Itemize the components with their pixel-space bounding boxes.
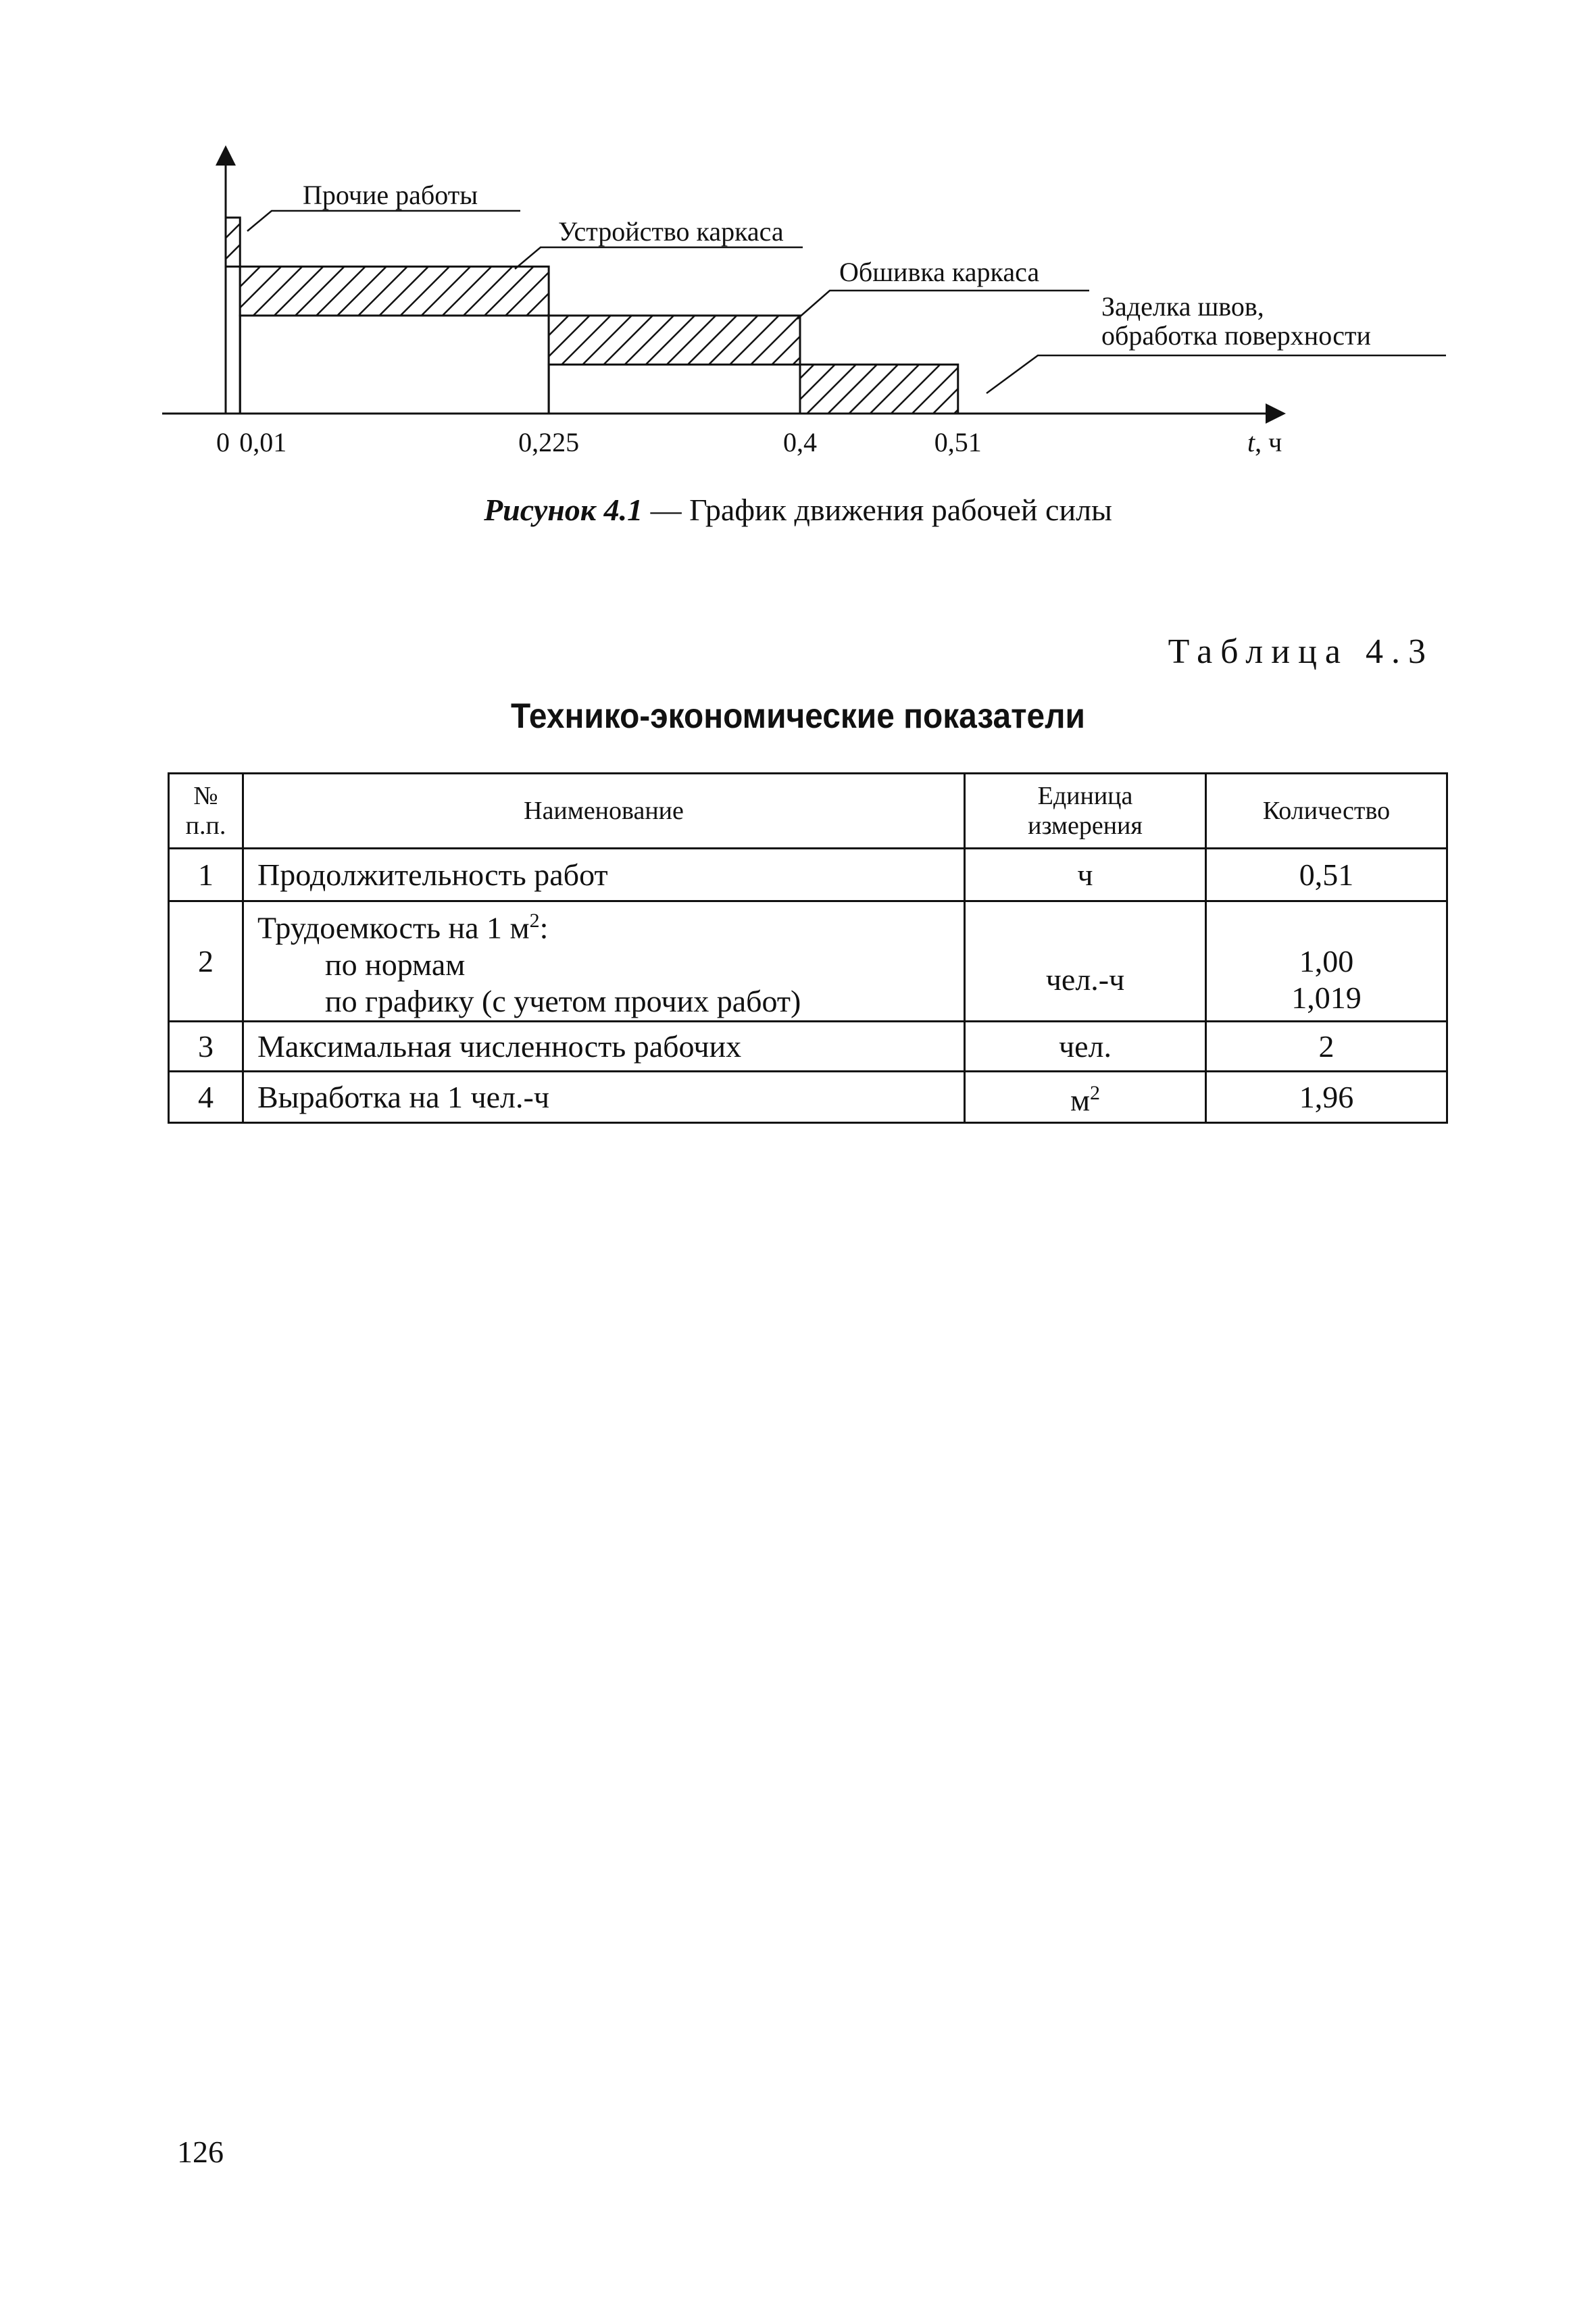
label-other-work: Прочие работы — [303, 180, 478, 210]
row-sub-schedule: по графику (с учетом прочих работ) — [325, 983, 801, 1018]
figure-caption-text: — График движения рабочей силы — [643, 493, 1112, 527]
header-unit: Единица измерения — [965, 774, 1206, 849]
row-name: Продолжительность работ — [243, 849, 965, 901]
table-number: Таблица 4.3 — [1168, 632, 1434, 671]
figure-caption-lead: Рисунок 4.1 — [484, 493, 643, 527]
row-unit: ч — [965, 849, 1206, 901]
row-sub-norms: по нормам — [325, 947, 466, 982]
header-num: № п.п. — [169, 774, 243, 849]
x-tick-label: 0,4 — [783, 427, 817, 457]
row-qty: 2 — [1206, 1022, 1447, 1072]
row-num: 2 — [169, 901, 243, 1022]
indicators-table — [168, 772, 1448, 1124]
label-seam-line2: обработка поверхности — [1101, 320, 1371, 351]
table-row — [169, 1072, 1447, 1123]
table-row — [169, 1022, 1447, 1072]
bar-3-base — [549, 365, 800, 414]
row-num: 4 — [169, 1072, 243, 1123]
bar-3 — [549, 316, 800, 365]
page-number: 126 — [177, 2135, 224, 2169]
bar-1 — [226, 218, 240, 267]
header-qty: Количество — [1206, 774, 1447, 849]
bar-1-base — [226, 267, 240, 414]
label-frame-setup: Устройство каркаса — [558, 216, 784, 247]
row-unit: $м^2$ — [965, 1072, 1206, 1123]
row-num: 1 — [169, 849, 243, 901]
table-row — [169, 901, 1447, 1022]
x-tick-label: 0,51 — [934, 427, 982, 457]
row-qty: 0,51 — [1206, 849, 1447, 901]
x-tick-label: 0 — [216, 427, 230, 457]
row-name: Трудоемкость на 1 $м^2$: по нормам по графику (с учетом прочих работ) — [243, 901, 965, 1022]
row-qty: 1,96 — [1206, 1072, 1447, 1123]
row-unit: чел.-ч — [965, 901, 1206, 1022]
row-name: Максимальная численность рабочих — [243, 1022, 965, 1072]
x-axis-label: t, ч — [1247, 427, 1282, 457]
row-qty: 1,00 1,019 — [1206, 901, 1447, 1022]
frame-cladding-leader — [797, 291, 1089, 319]
workforce-chart — [0, 0, 1596, 473]
header-name: Наименование — [243, 774, 965, 849]
table-header-row — [169, 774, 1447, 849]
row-name: Выработка на 1 чел.-ч — [243, 1072, 965, 1123]
bar-4 — [800, 365, 958, 414]
figure-caption — [0, 492, 1596, 528]
frame-setup-leader — [515, 247, 803, 269]
row-unit: чел. — [965, 1022, 1206, 1072]
row-num: 3 — [169, 1022, 243, 1072]
other-work-leader — [247, 211, 520, 231]
x-tick-label: 0,225 — [518, 427, 580, 457]
label-seam-line1: Заделка швов, — [1101, 291, 1264, 322]
seam-leader — [987, 355, 1446, 393]
label-frame-cladding: Обшивка каркаса — [839, 257, 1040, 287]
table-title: Технико-экономические показатели — [511, 697, 1085, 736]
x-tick-label: 0,01 — [239, 427, 287, 457]
table-row — [169, 849, 1447, 901]
bar-2-base — [240, 316, 549, 414]
bar-2 — [240, 267, 549, 316]
